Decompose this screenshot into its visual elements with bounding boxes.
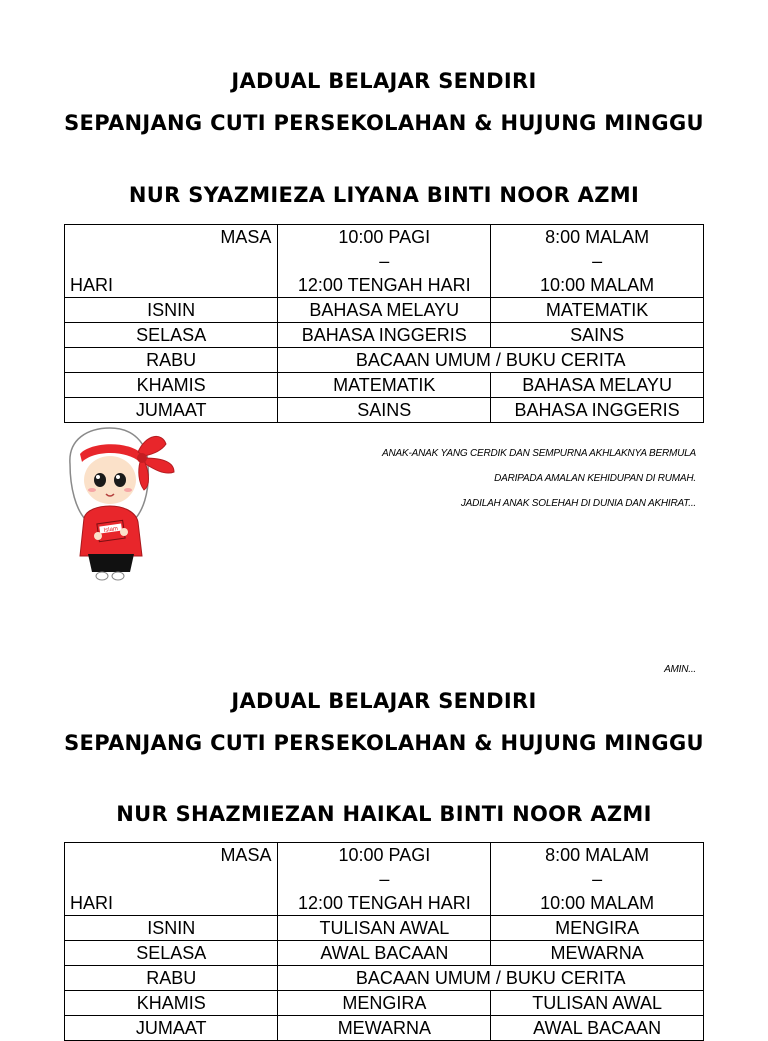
section2-schedule-table [64, 842, 704, 1041]
day-cell: SELASA [65, 323, 278, 348]
subject-cell: MENGIRA [491, 916, 704, 941]
book-badge-text: Islam [103, 526, 119, 534]
table-row [65, 348, 704, 373]
slot1-start: 10:00 PAGI [338, 845, 431, 865]
table-row [65, 373, 704, 398]
subject-cell: MEWARNA [491, 941, 704, 966]
slot1-dash: – [379, 251, 390, 271]
table-row [65, 941, 704, 966]
day-cell: JUMAAT [65, 1016, 278, 1041]
day-cell: KHAMIS [65, 991, 278, 1016]
header-slot2-cell [491, 225, 704, 298]
table-row [65, 916, 704, 941]
table-row [65, 398, 704, 423]
subject-cell: BAHASA INGGERIS [491, 398, 704, 423]
day-cell: RABU [65, 966, 278, 991]
slot2-dash: – [592, 869, 603, 889]
quote-line-1: ANAK-ANAK YANG CERDIK DAN SEMPURNA AKHLAKNYA BERMULA [382, 448, 696, 459]
slot2-end: 10:00 MALAM [540, 893, 655, 913]
table-header-row [65, 225, 704, 298]
day-cell: ISNIN [65, 298, 278, 323]
merged-subject-cell: BACAAN UMUM / BUKU CERITA [278, 966, 704, 991]
subject-cell: MEWARNA [278, 1016, 491, 1041]
slot1-end: 12:00 TENGAH HARI [298, 893, 471, 913]
quote-line-3: JADILAH ANAK SOLEHAH DI DUNIA DAN AKHIRAT... [460, 498, 696, 509]
header-masa-hari-cell [65, 843, 278, 916]
section2-title: JADUAL BELAJAR SENDIRI [231, 689, 537, 713]
subject-cell: MATEMATIK [278, 373, 491, 398]
table-row [65, 323, 704, 348]
table-row [65, 966, 704, 991]
section1-title: JADUAL BELAJAR SENDIRI [231, 69, 537, 93]
subject-cell: TULISAN AWAL [491, 991, 704, 1016]
header-hari-label: HARI [70, 275, 114, 295]
subject-cell: BAHASA INGGERIS [278, 323, 491, 348]
section2-subtitle: SEPANJANG CUTI PERSEKOLAHAN & HUJUNG MINGGU [64, 731, 704, 755]
subject-cell: SAINS [278, 398, 491, 423]
header-masa-hari-cell [65, 225, 278, 298]
subject-cell: TULISAN AWAL [278, 916, 491, 941]
quote-amin: AMIN... [664, 664, 696, 675]
subject-cell: BAHASA MELAYU [491, 373, 704, 398]
day-cell: ISNIN [65, 916, 278, 941]
slot1-start: 10:00 PAGI [338, 227, 431, 247]
slot1-end: 12:00 TENGAH HARI [297, 275, 471, 295]
day-cell: RABU [65, 348, 278, 373]
table-header-row [65, 843, 704, 916]
day-cell: KHAMIS [65, 373, 278, 398]
subject-cell: AWAL BACAAN [278, 941, 491, 966]
header-hari-label: HARI [70, 893, 114, 913]
section1-schedule-table [64, 224, 704, 423]
header-slot2-cell [491, 843, 704, 916]
section2-student-name: NUR SHAZMIEZAN HAIKAL BINTI NOOR AZMI [116, 802, 652, 826]
merged-subject-cell: BACAAN UMUM / BUKU CERITA [278, 348, 704, 373]
subject-cell: MENGIRA [278, 991, 491, 1016]
subject-cell: AWAL BACAAN [491, 1016, 704, 1041]
table-row [65, 1016, 704, 1041]
header-masa-label: MASA [220, 845, 272, 865]
slot2-dash: – [592, 251, 603, 271]
day-cell: SELASA [65, 941, 278, 966]
subject-cell: MATEMATIK [491, 298, 704, 323]
hijab-girl-mascot-icon [58, 424, 180, 584]
table-row [65, 991, 704, 1016]
table-row [65, 298, 704, 323]
section1-student-name: NUR SYAZMIEZA LIYANA BINTI NOOR AZMI [128, 183, 640, 207]
quote-line-2: DARIPADA AMALAN KEHIDUPAN DI RUMAH. [494, 473, 696, 484]
day-cell: JUMAAT [65, 398, 278, 423]
subject-cell: SAINS [491, 323, 704, 348]
subject-cell: BAHASA MELAYU [278, 298, 491, 323]
header-masa-label: MASA [220, 227, 272, 247]
section1-subtitle: SEPANJANG CUTI PERSEKOLAHAN & HUJUNG MINGGU [64, 111, 704, 135]
slot2-end: 10:00 MALAM [540, 275, 655, 295]
slot2-start: 8:00 MALAM [545, 845, 650, 865]
header-slot1-cell [278, 843, 491, 916]
slot1-dash: – [379, 869, 390, 889]
slot2-start: 8:00 MALAM [545, 227, 650, 247]
header-slot1-cell [278, 225, 491, 298]
